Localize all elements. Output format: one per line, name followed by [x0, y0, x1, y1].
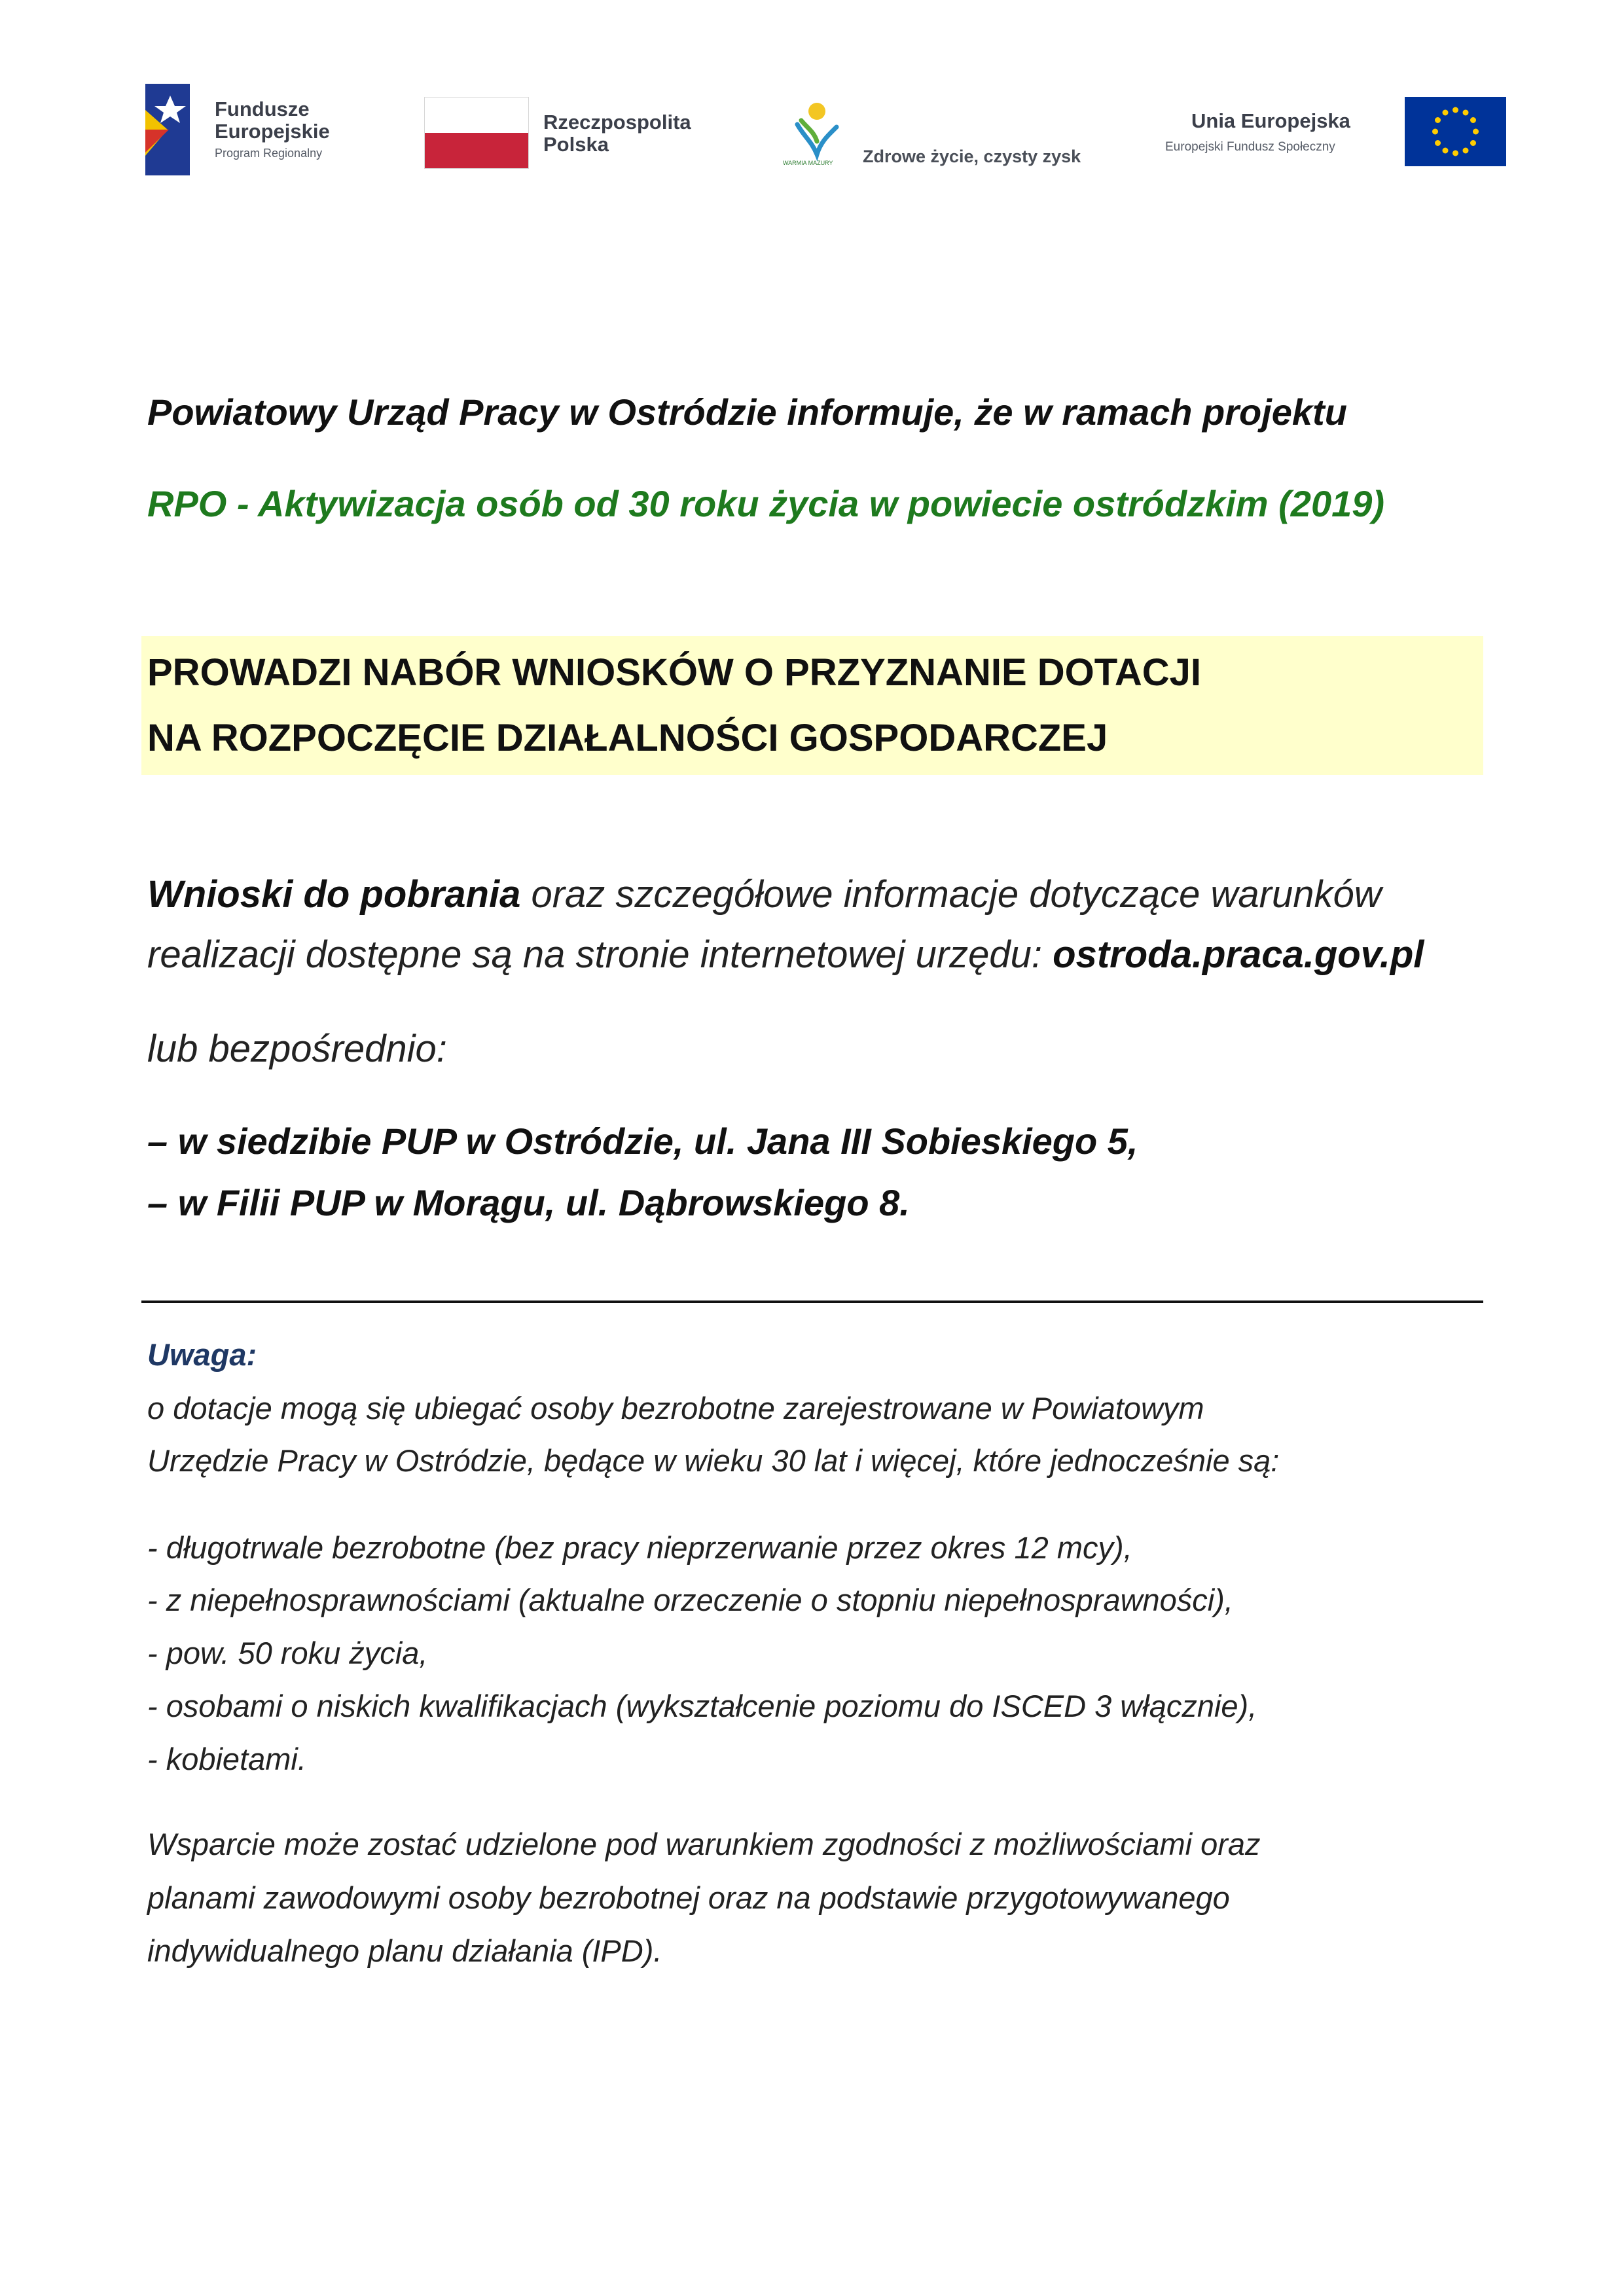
note-line2: Urzędzie Pracy w Ostródzie, będące w wieku 30 lat i więcej, które jednocześnie są:: [147, 1443, 1280, 1478]
info-line1-rest: oraz szczegółowe informacje dotyczące warunków: [520, 873, 1382, 916]
rzeczpospolita-line1: Rzeczpospolita: [543, 111, 691, 134]
rzeczpospolita-line2: Polska: [543, 133, 609, 156]
list-item: - z niepełnosprawnościami (aktualne orzeczenie o stopniu niepełnosprawności),: [147, 1583, 1233, 1617]
note-line1: o dotacje mogą się ubiegać osoby bezrobotne zarejestrowane w Powiatowym: [147, 1391, 1204, 1426]
list-item: - długotrwale bezrobotne (bez pracy nieprzerwanie przez okres 12 mcy),: [147, 1530, 1132, 1565]
project-title: RPO - Aktywizacja osób od 30 roku życia w powiecie ostródzkim (2019): [147, 483, 1385, 524]
warmia-slogan: Zdrowe życie, czysty zysk: [863, 147, 1081, 166]
intro-text: Powiatowy Urząd Pracy w Ostródzie informuje, że w ramach projektu: [147, 391, 1347, 433]
support-line2: planami zawodowymi osoby bezrobotnej oraz na podstawie przygotowywanego: [147, 1880, 1230, 1915]
fundusze-europejskie-logo: [141, 79, 377, 177]
headline-line2: NA ROZPOCZĘCIE DZIAŁALNOŚCI GOSPODARCZEJ: [147, 717, 1108, 759]
eu-flag-icon: [1405, 97, 1506, 166]
warmia-mazury-logo-icon: [783, 96, 848, 161]
rzeczpospolita-polska-logo: [424, 97, 725, 169]
polish-flag-icon: [424, 97, 529, 169]
headline-line1: PROWADZI NABÓR WNIOSKÓW O PRZYZNANIE DOTACJI: [147, 651, 1202, 694]
fundusze-line3: Program Regionalny: [215, 147, 323, 160]
address-morag: – w Filii PUP w Morągu, ul. Dąbrowskiego 8.: [147, 1182, 910, 1223]
unia-line2: Europejski Fundusz Społeczny: [1165, 140, 1335, 154]
divider-line: [141, 1300, 1483, 1303]
warmia-mazury-logo: [783, 96, 1123, 177]
support-line1: Wsparcie może zostać udzielone pod warunkiem zgodności z możliwościami oraz: [147, 1827, 1261, 1861]
info-line2-text: realizacji dostępne są na stronie internetowej urzędu:: [147, 933, 1053, 976]
fundusze-line1: Fundusze: [215, 98, 310, 120]
note-heading: Uwaga:: [147, 1337, 257, 1372]
or-direct-text: lub bezpośrednio:: [147, 1028, 447, 1070]
unia-line1: Unia Europejska: [1191, 109, 1350, 132]
info-line2: [147, 931, 1424, 979]
address-ostroda: – w siedzibie PUP w Ostródzie, ul. Jana III Sobieskiego 5,: [147, 1121, 1138, 1162]
website-link[interactable]: ostroda.praca.gov.pl: [1053, 933, 1424, 976]
fundusze-line2: Europejskie: [215, 120, 330, 143]
info-line1: [147, 870, 1382, 919]
list-item: - pow. 50 roku życia,: [147, 1636, 428, 1670]
list-item: - osobami o niskich kwalifikacjach (wykształcenie poziomu do ISCED 3 włącznie),: [147, 1689, 1257, 1723]
logo-strip: [0, 0, 1624, 196]
list-item: - kobietami.: [147, 1742, 306, 1776]
unia-europejska-logo: [1165, 97, 1506, 172]
support-line3: indywidualnego planu działania (IPD).: [147, 1933, 662, 1968]
eu-funds-star-icon: [141, 84, 194, 175]
info-bold-start: Wnioski do pobrania: [147, 873, 521, 916]
warmia-small-text: WARMIA MAZURY: [783, 160, 833, 166]
